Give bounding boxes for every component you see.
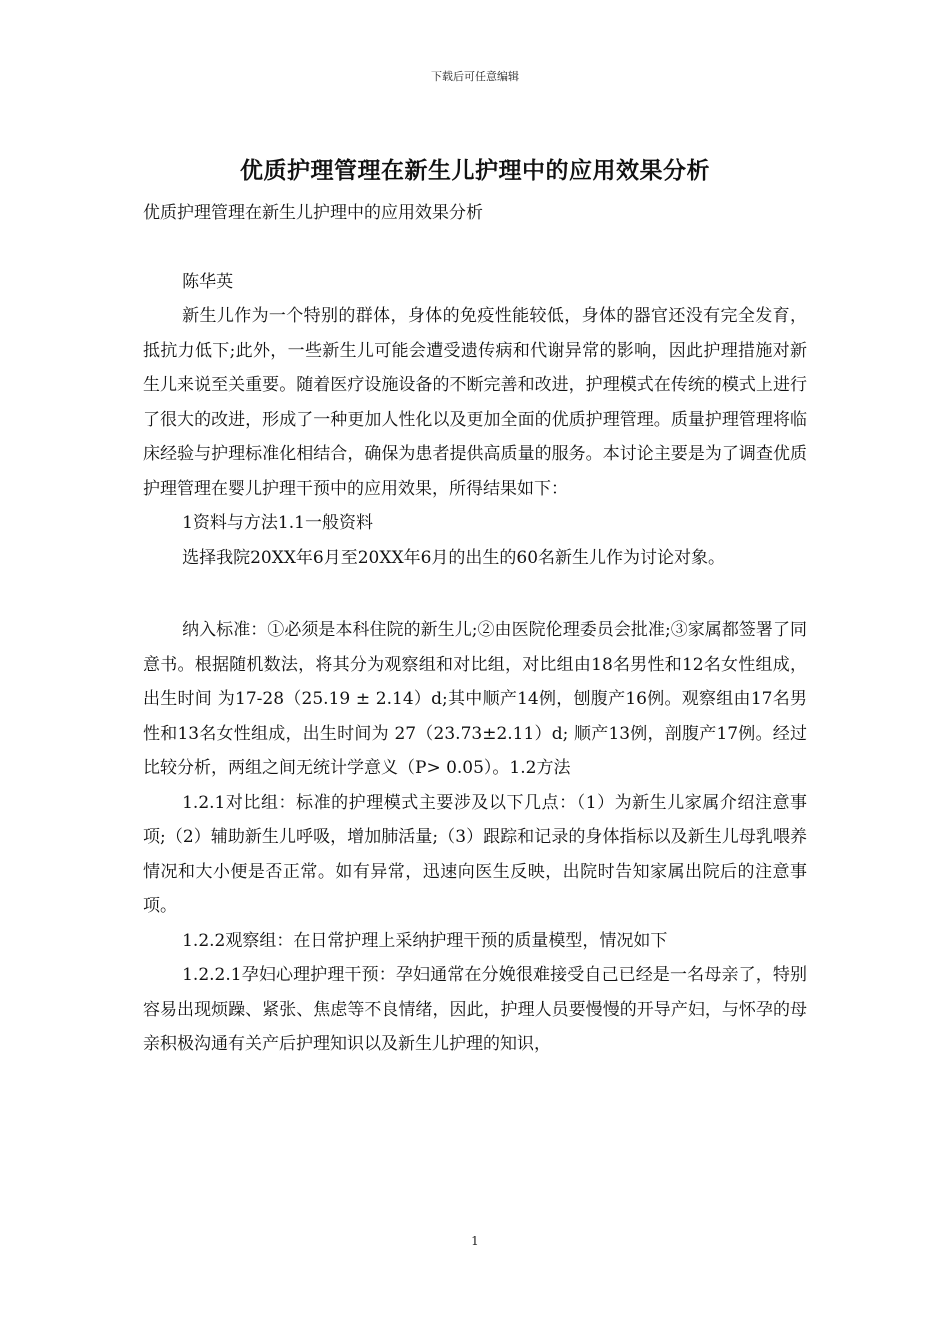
paragraph-intro: 新生儿作为一个特别的群体，身体的免疫性能较低，身体的器官还没有完全发育，抵抗力低下;此外，一些新生儿可能会遭受遗传病和代谢异常的影响，因此护理措施对新生儿来说至关重要。随着医疗设施设备的不断完善和改进，护理模式在传统的模式上进行了很大的改进，形成了一种更加人性化以及更加全面的优质护理管理。质量护理管理将临床经验与护理标准化相结合，确保为患者提供高质量的服务。本讨论主要是为了调查优质护理管理在婴儿护理干预中的应用效果，所得结果如下： — [143, 306, 807, 499]
paragraph-psychological-care: 1.2.2.1孕妇心理护理干预：孕妇通常在分娩很难接受自己已经是一名母亲了，特别容易出现烦躁、紧张、焦虑等不良情绪，因此，护理人员要慢慢的开导产妇，与怀孕的母亲积极沟通有关产后护理知识以及新生儿护理的知识， — [143, 965, 807, 1054]
paragraph-observation-group: 1.2.2观察组：在日常护理上采纳护理干预的质量模型，情况如下 — [182, 930, 668, 951]
page-number: 1 — [471, 1234, 479, 1248]
document-body — [143, 196, 807, 1062]
paragraph-control-group: 1.2.1对比组：标准的护理模式主要涉及以下几点：（1）为新生儿家属介绍注意事项;（2）辅助新生儿呼吸，增加肺活量;（3）跟踪和记录的身体指标以及新生儿母乳喂养情况和大小便是否正常。如有异常，迅速向医生反映，出院时告知家属出院后的注意事项。 — [143, 792, 807, 916]
section-heading-materials: 1资料与方法1.1一般资料 — [182, 513, 373, 533]
page-header-note: 下载后可任意编辑 — [431, 70, 519, 83]
document-title: 优质护理管理在新生儿护理中的应用效果分析 — [240, 158, 710, 184]
spacer — [143, 575, 807, 613]
document-subtitle: 优质护理管理在新生儿护理中的应用效果分析 — [143, 203, 483, 223]
paragraph-inclusion-criteria: 纳入标准：①必须是本科住院的新生儿;②由医院伦理委员会批准;③家属都签署了同意书。根据随机数法，将其分为观察组和对比组，对比组由18名男性和12名女性组成，出生时间 为17-28（25.19 ± 2.14）d;其中顺产14例，刨腹产16例。观察组由17名男性和13名女性组成，出生时间为 27（23.73±2.11）d; 顺产13例，剖腹产17例。经过比较分析，两组之间无统计学意义（P> 0.05）。1.2方法 — [143, 620, 807, 778]
author-name: 陈华英 — [182, 271, 234, 292]
paragraph-subjects: 选择我院20XX年6月至20XX年6月的出生的60名新生儿作为讨论对象。 — [182, 547, 726, 568]
spacer — [143, 231, 807, 265]
